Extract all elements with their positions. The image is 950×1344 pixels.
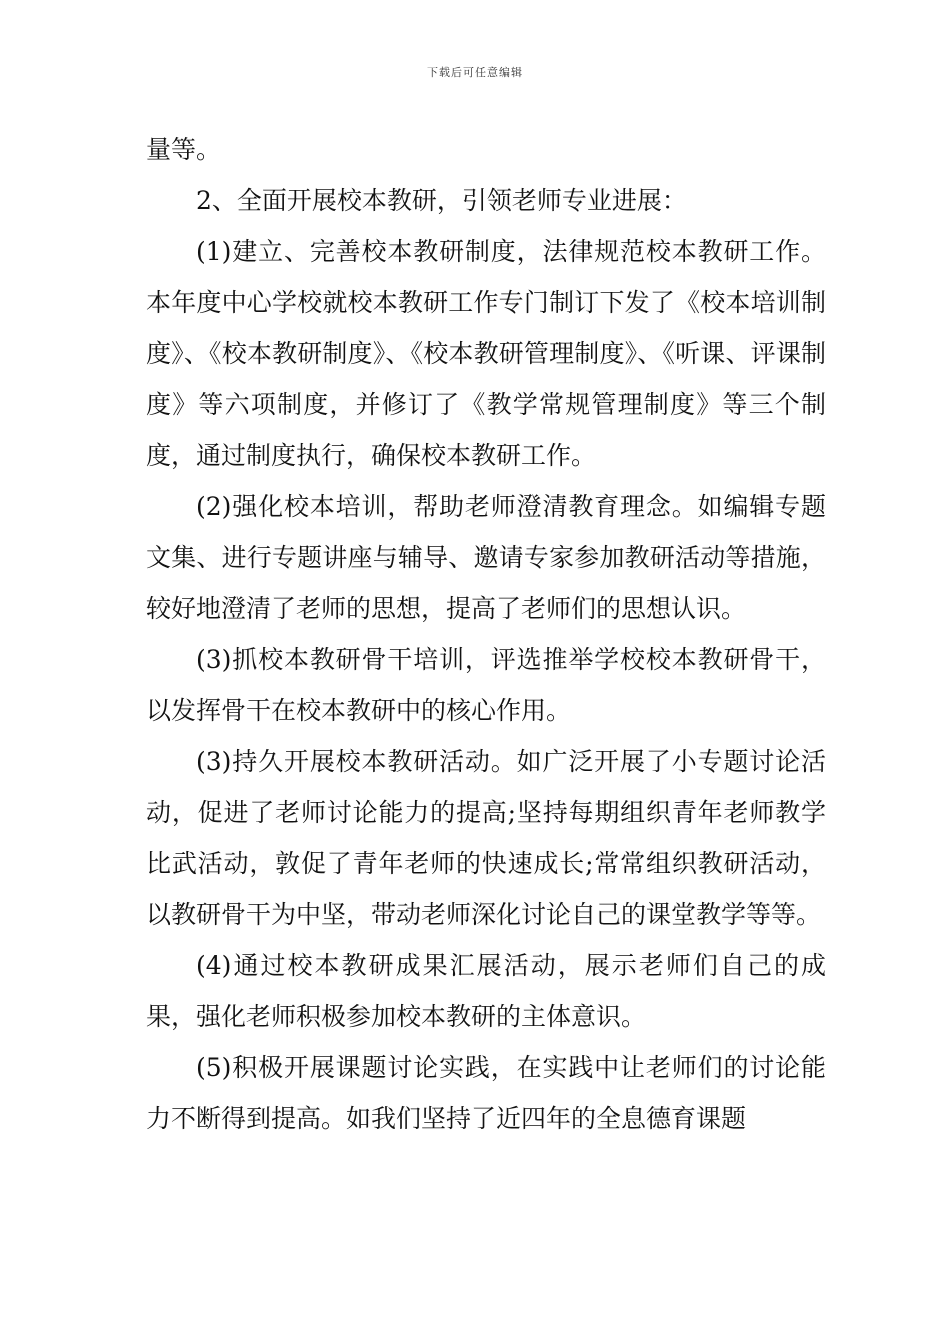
paragraph-4: (2)强化校本培训，帮助老师澄清教育理念。如编辑专题文集、进行专题讲座与辅导、邀请专家参加教研活动等措施，较好地澄清了老师的思想，提高了老师们的思想认识。 <box>146 492 826 623</box>
document-body <box>146 124 826 1144</box>
paragraph-8: (5)积极开展课题讨论实践，在实践中让老师们的讨论能力不断得到提高。如我们坚持了近四年的全息德育课题 <box>146 1053 826 1133</box>
paragraph-3: (1)建立、完善校本教研制度，法律规范校本教研工作。本年度中心学校就校本教研工作专门制订下发了《校本培训制度》、《校本教研制度》、《校本教研管理制度》、《听课、评课制度》等六项制度，并修订了《教学常规管理制度》等三个制度，通过制度执行，确保校本教研工作。 <box>146 237 826 470</box>
page-header: 下载后可任意编辑 <box>427 66 523 79</box>
paragraph-1: 量等。 <box>146 135 222 164</box>
paragraph-5: (3)抓校本教研骨干培训，评选推举学校校本教研骨干，以发挥骨干在校本教研中的核心作用。 <box>146 645 826 725</box>
paragraph-6: (3)持久开展校本教研活动。如广泛开展了小专题讨论活动，促进了老师讨论能力的提高;坚持每期组织青年老师教学比武活动，敦促了青年老师的快速成长;常常组织教研活动，以教研骨干为中坚，带动老师深化讨论自己的课堂教学等等。 <box>146 747 826 929</box>
paragraph-7: (4)通过校本教研成果汇展活动，展示老师们自己的成果，强化老师积极参加校本教研的主体意识。 <box>146 951 826 1031</box>
paragraph-2: 2、全面开展校本教研，引领老师专业进展： <box>196 186 687 215</box>
